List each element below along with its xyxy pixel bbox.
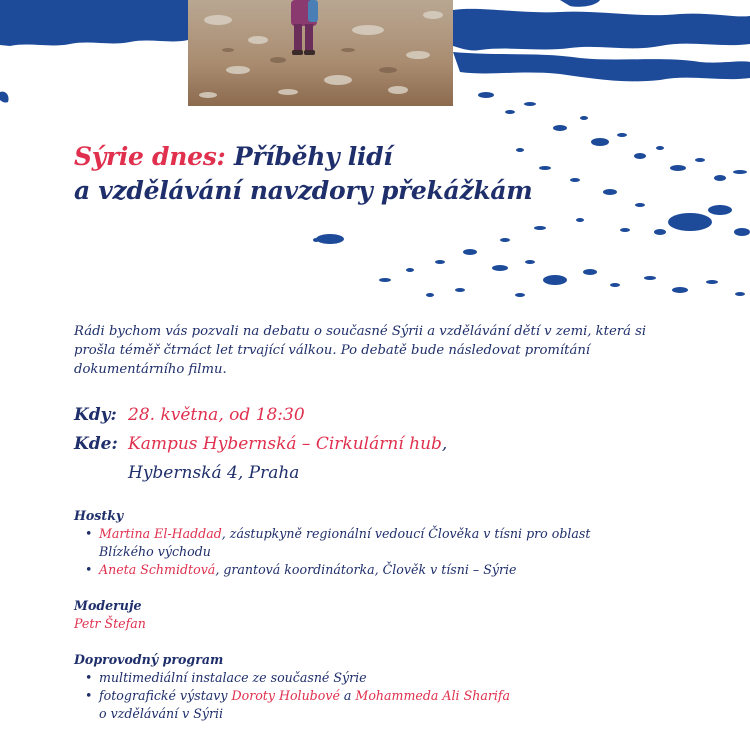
header-photo bbox=[188, 0, 453, 106]
program-item-mid: a bbox=[339, 688, 356, 703]
where-row bbox=[74, 430, 694, 459]
guest-name: Aneta Schmidtová bbox=[99, 562, 216, 577]
photographer-name: Mohammeda Ali Sharifa bbox=[355, 688, 511, 703]
photographer-name: Doroty Holubové bbox=[231, 688, 340, 703]
moderator-section bbox=[74, 597, 694, 633]
guest-name: Martina El-Haddad bbox=[99, 526, 222, 541]
venue-comma: , bbox=[441, 434, 448, 454]
program-item: multimediální instalace ze současné Sýrie bbox=[99, 670, 367, 685]
when-label: Kdy: bbox=[74, 405, 117, 425]
bullet: • bbox=[85, 526, 93, 541]
program-heading: Doprovodný program bbox=[74, 652, 224, 667]
guest-desc: , grantová koordinátorka, Člověk v tísni – Sýrie bbox=[215, 562, 517, 577]
bullet: • bbox=[85, 670, 93, 685]
guests-section bbox=[74, 507, 694, 579]
event-details bbox=[74, 401, 694, 488]
program-item-pre: fotografické výstavy bbox=[99, 688, 232, 703]
title-line2: a vzdělávání navzdory překážkám bbox=[74, 176, 533, 205]
title-accent: Sýrie dnes: bbox=[74, 142, 226, 171]
list-item bbox=[74, 525, 694, 561]
when-value: 28. května, od 18:30 bbox=[128, 405, 305, 425]
guest-desc-cont: Blízkého východu bbox=[99, 544, 211, 559]
intro-paragraph: Rádi bychom vás pozvali na debatu o současné Sýrii a vzdělávání dětí v zemi, která si prošla téměř čtrnáct let trvající válkou. Po debatě bude následovat promítání dokumentárního filmu. bbox=[74, 324, 647, 377]
program-section bbox=[74, 651, 694, 723]
bullet: • bbox=[85, 688, 93, 703]
where-address: Hybernská 4, Praha bbox=[128, 463, 300, 483]
program-item-cont: o vzdělávání v Sýrii bbox=[99, 706, 224, 721]
list-item bbox=[74, 669, 694, 687]
venue-link[interactable]: Kampus Hybernská – Cirkulární hub bbox=[128, 434, 442, 454]
moderator-name: Petr Štefan bbox=[74, 616, 146, 631]
list-item bbox=[74, 561, 694, 579]
list-item bbox=[74, 687, 694, 723]
guests-heading: Hostky bbox=[74, 508, 124, 523]
title-line1: Příběhy lidí bbox=[233, 142, 393, 171]
guest-desc: , zástupkyně regionální vedoucí Člověka v tísni pro oblast bbox=[221, 526, 591, 541]
page-title bbox=[74, 140, 634, 208]
bullet: • bbox=[85, 562, 93, 577]
moderator-heading: Moderuje bbox=[74, 598, 142, 613]
where-label: Kde: bbox=[74, 434, 118, 454]
when-row bbox=[74, 401, 694, 430]
